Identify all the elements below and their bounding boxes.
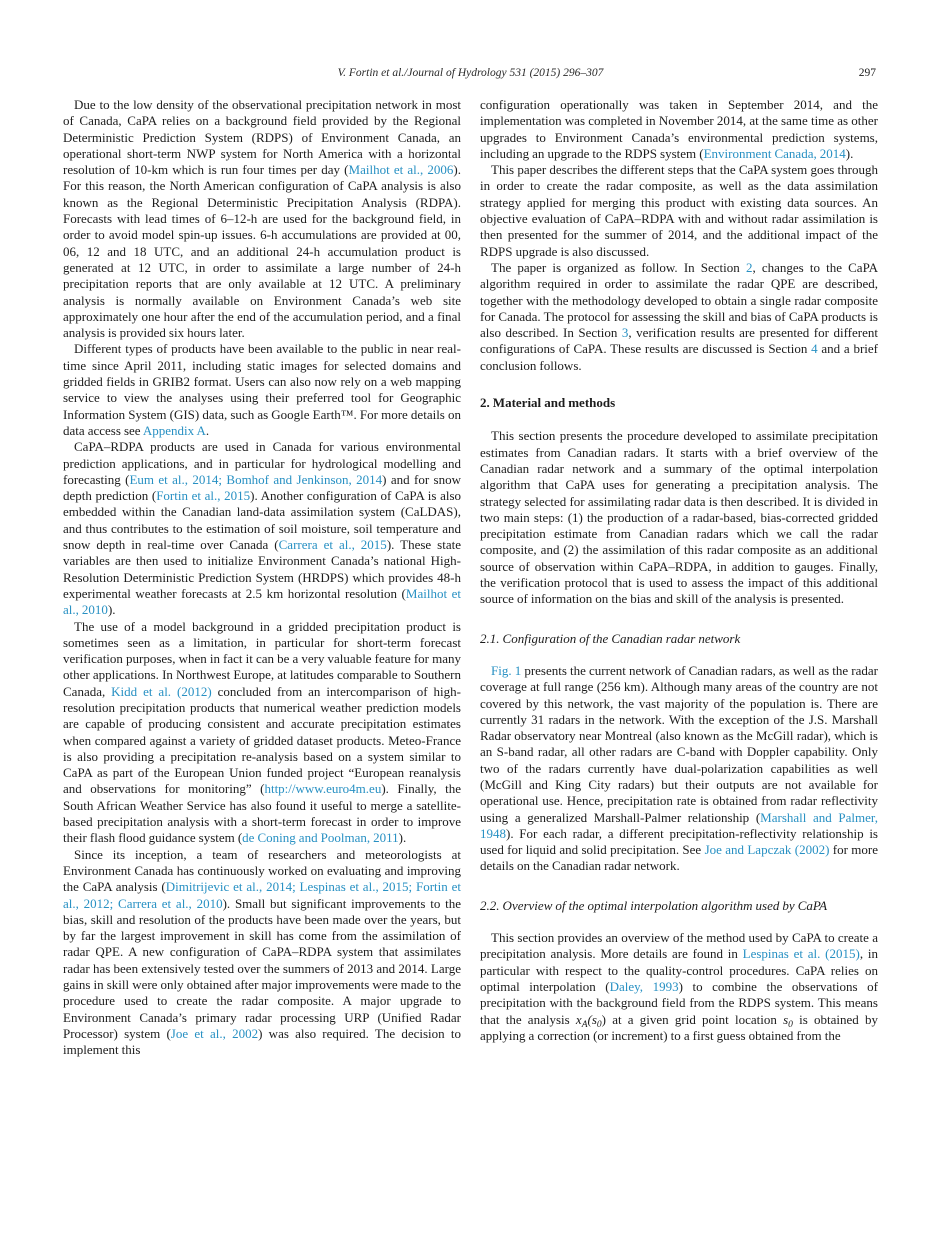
text-segment: is obtained by applying a correction (or increment) to a first guess obtained from the bbox=[480, 1011, 878, 1043]
text-segment: and a brief conclusion follows. bbox=[480, 341, 878, 373]
text-segment: 2.2. Overview of the optimal interpolation algorithm used by CaPA bbox=[480, 897, 828, 913]
text-segment: s bbox=[591, 1011, 597, 1027]
citation-link[interactable]: Environment Canada, 2014 bbox=[703, 145, 846, 161]
paragraph bbox=[63, 97, 461, 341]
text-segment: 2. Material and methods bbox=[480, 395, 616, 411]
section-link[interactable]: 3 bbox=[621, 325, 629, 341]
paragraph bbox=[480, 162, 878, 260]
text-segment: CaPA–RDPA products are used in Canada for various environmental prediction applications, and in particular for hydrological modelling and forecasting ( bbox=[63, 439, 461, 487]
text-segment: Different types of products have been available to the public in near real-time since April 2011, including static images for selected domains and gridded fields in GRIB2 format. Users can also now rely on a web mapping service to view the analyses using their preferred tool for Geographic Information System (GIS) data, such as Google Earth™. For more details on data access see bbox=[63, 341, 461, 438]
text-segment: ). For each radar, a different precipitation-reflectivity relationship is used for liquid and solid precipitation. See bbox=[480, 825, 878, 858]
text-segment: The use of a model background in a gridded precipitation product is sometimes seen as a limitation, in particular for short-term forecast verification purposes, when in fact it can be a very valuable feature for many other applications. In Northwest Europe, at latitudes comparable to Southern Canada, bbox=[63, 618, 461, 699]
text-segment: This section provides an overview of the method used by CaPA to create a precipitation analysis. More details are found in bbox=[480, 930, 878, 962]
running-head bbox=[63, 66, 878, 80]
text-segment: ). Another configuration of CaPA is also embedded within the Canadian land-data assimilation system (CaLDAS), and thus contributes to the estimation of soil moisture, soil temperature and snow depth in real-time over Canada ( bbox=[63, 488, 462, 553]
text-segment: 0 bbox=[788, 1019, 793, 1030]
text-segment: ). bbox=[107, 602, 116, 618]
text-segment: ). Small but significant improvements to the bias, skill and resolution of the products have been made over the years, but by far the largest improvement in skill has come from the assimilation of radar QPE. A new configuration of CaPA–RDPA system that assimilates radar has been extensively tested over the summers of 2013 and 2014. Large gains in skill were only obtained after major improvements were made to the procedure used to create the radar composite. A major upgrade to Environment Canada’s primary radar processing URP (Unified Radar Processor) system ( bbox=[63, 895, 461, 1041]
paragraph bbox=[480, 97, 878, 162]
running-head-title: V. Fortin et al./Journal of Hydrology 531 (2015) 296–307 bbox=[337, 67, 604, 79]
section-heading bbox=[480, 395, 878, 411]
figure-link[interactable]: Fig. 1 bbox=[491, 662, 522, 678]
paragraph bbox=[480, 930, 878, 1044]
text-segment: Since its inception, a team of researchers and meteorologists at Environment Canada has continuously worked on evaluating and improving the CaPA analysis ( bbox=[63, 846, 461, 895]
citation-link[interactable]: Joe et al., 2002 bbox=[170, 1025, 259, 1041]
text-segment: ). These state variables are then used to initialize Environment Canada’s national High-Resolution Deterministic Prediction System (HRDPS) which provides 48-h experimental weather forecasts at 2.5 km horizontal resolution ( bbox=[63, 537, 461, 601]
text-segment: ). bbox=[398, 830, 407, 846]
citation-link[interactable]: Mailhot et al., 2006 bbox=[348, 162, 454, 178]
text-segment: x bbox=[575, 1011, 582, 1027]
citation-link[interactable]: Lespinas et al. (2015) bbox=[742, 946, 860, 962]
right-column bbox=[480, 97, 878, 1059]
citation-link[interactable]: Dimitrijevic et al., 2014; Lespinas et al., 2015; Fortin et al., 2012; Carrera et al., 2010 bbox=[63, 879, 461, 911]
external-url-link[interactable]: http://www.euro4m.eu bbox=[264, 781, 382, 797]
subsection-heading bbox=[480, 631, 878, 647]
citation-link[interactable]: Marshall and Palmer, 1948 bbox=[480, 809, 878, 841]
text-segment: ). bbox=[845, 145, 854, 161]
citation-link[interactable]: Mailhot et al., 2010 bbox=[63, 585, 461, 618]
text-segment: for more details on the Canadian radar network. bbox=[480, 842, 878, 874]
text-segment: This section presents the procedure developed to assimilate precipitation estimates from Canadian radars. It starts with a brief overview of the Canadian radar network and a summary of the optimal interpolation algorithm that CaPA uses for generating a precipitation analysis. The strategy selected for assimilating radar data is then described. It is divided in two main steps: (1) the production of a radar-based, bias-corrected gridded precipitation estimate from Canadian radars which we call the radar composite, and (2) the assimilation of this radar composite as an additional source of observation within CaPA–RDPA, in addition to gauges. Finally, the verification protocol that is used to assess the impact of this additional source of information on the bias and skill of the analysis is presented. bbox=[480, 428, 878, 607]
subsection-heading bbox=[480, 898, 878, 914]
text-segment: 0 bbox=[596, 1019, 602, 1030]
citation-link[interactable]: Carrera et al., 2015 bbox=[278, 537, 387, 553]
text-segment: ). For this reason, the North American configuration of CaPA analysis is also known as the Regional Deterministic Precipitation Analysis (RDPA). Forecasts with lead times of 6–12-h are used for the background field, in order to avoid model spin-up issues. 6-h accumulations are provided at 00, 06, 12 and 18 UTC, and an additional 24-h accumulation product is generated at 12 UTC, in order to assimilate a large number of 24-h precipitation reports that are only available at 12 UTC. A preliminary analysis is normally available on Environment Canada’s web site approximately one hour after the end of the accumulation period, and a final analysis is provided six hours later. bbox=[63, 162, 461, 341]
text-segment: , verification results are presented for different configurations of CaPA. These results are discussed is Section bbox=[480, 325, 878, 357]
paragraph bbox=[63, 341, 461, 439]
paragraph bbox=[480, 260, 878, 374]
text-segment: . bbox=[205, 422, 210, 438]
citation-link[interactable]: de Coning and Poolman, 2011 bbox=[242, 830, 399, 846]
left-column bbox=[63, 97, 461, 1059]
text-segment: ( bbox=[587, 1011, 592, 1027]
citation-link[interactable]: Daley, 1993 bbox=[609, 978, 679, 994]
paragraph bbox=[480, 663, 878, 875]
paragraph bbox=[63, 439, 461, 618]
text-segment: , in particular with respect to the quality-control procedures. CaPA relies on optimal interpolation ( bbox=[480, 946, 878, 994]
text-segment: Due to the low density of the observational precipitation network in most of Canada, CaPA relies on a background field provided by the Regional Deterministic Prediction System (RDPS) of Environment Canada, an operational short-term NWP system for North America with a horizontal resolution of 10-km which is run four times per day ( bbox=[63, 97, 461, 178]
page-number: 297 bbox=[858, 67, 876, 79]
citation-link[interactable]: Eum et al., 2014; Bomhof and Jenkinson, 2014 bbox=[129, 471, 383, 487]
text-segment: ) at a given grid point location bbox=[601, 1011, 784, 1027]
text-segment: ). Finally, the South African Weather Service has also found it useful to merge a satellite-based precipitation analysis with a short-term forecast in order to improve their flash flood guidance system ( bbox=[63, 781, 461, 846]
section-link[interactable]: 2 bbox=[745, 259, 753, 275]
paragraph bbox=[480, 428, 878, 607]
text-segment: A bbox=[581, 1019, 588, 1030]
text-segment: , changes to the CaPA algorithm required in order to assimilate the radar QPE are described, together with the methodology developed to obtain a single radar composite for Canada. The protocol for assessing the skill and bias of CaPA products is also described. In Section bbox=[480, 259, 878, 341]
text-segment: ) to combine the observations of precipitation with the background field from the RDPS system. This means that the analysis bbox=[480, 978, 878, 1027]
text-segment: configuration operationally was taken in September 2014, and the implementation was completed in November 2014, at the same time as other upgrades to Environment Canada’s environmental prediction systems, including an upgrade to the RDPS system ( bbox=[480, 97, 878, 161]
paragraph bbox=[63, 619, 461, 847]
citation-link[interactable]: Joe and Lapczak (2002) bbox=[704, 842, 830, 858]
appendix-link[interactable]: Appendix A bbox=[142, 422, 206, 438]
citation-link[interactable]: Kidd et al. (2012) bbox=[111, 683, 212, 699]
article-body bbox=[63, 97, 878, 1059]
text-segment: 2.1. Configuration of the Canadian radar network bbox=[480, 630, 741, 646]
text-segment: s bbox=[783, 1011, 789, 1027]
text-segment: ) was also required. The decision to implement this bbox=[63, 1025, 461, 1058]
section-link[interactable]: 4 bbox=[811, 341, 818, 357]
paragraph bbox=[63, 847, 461, 1059]
text-segment: presents the current network of Canadian radars, as well as the radar coverage at full range (256 km). Although many areas of the country are not covered by this network, the vast majority of the population is. There are currently 31 radars in the network. With the exception of the J.S. Marshall Radar observatory near Montreal (also known as the McGill radar), which is an S-band radar, all other radars are C-band with Doppler capability. Only two of the radars currently have dual-polarization capabilities as well (McGill and King City radars) but their outputs are not available for operational use. Hence, precipitation rate is obtained from radar reflectivity using a generalized Marshall-Palmer relationship ( bbox=[480, 662, 878, 825]
text-segment: concluded from an intercomparison of high-resolution precipitation products that numerical weather prediction models are capable of producing consistent and accurate precipitation estimates when compared against a variety of gridded dataset products. Meteo-France is also providing a precipitation re-analysis based on a system similar to CaPA as part of the European Union funded project “European reanalysis and observations for monitoring” ( bbox=[63, 683, 461, 797]
citation-link[interactable]: Fortin et al., 2015 bbox=[156, 488, 251, 504]
text-segment: The paper is organized as follow. In Section bbox=[491, 259, 746, 275]
text-segment: This paper describes the different steps that the CaPA system goes through in order to create the radar composite, as well as the data assimilation strategy applied for merging this product with existing data sources. An objective evaluation of CaPA–RDPA with and without radar assimilation is then presented for the summer of 2014, and the additional impact of the RDPS upgrade is also discussed. bbox=[480, 162, 878, 259]
text-segment: ) and for snow depth prediction ( bbox=[63, 471, 461, 504]
